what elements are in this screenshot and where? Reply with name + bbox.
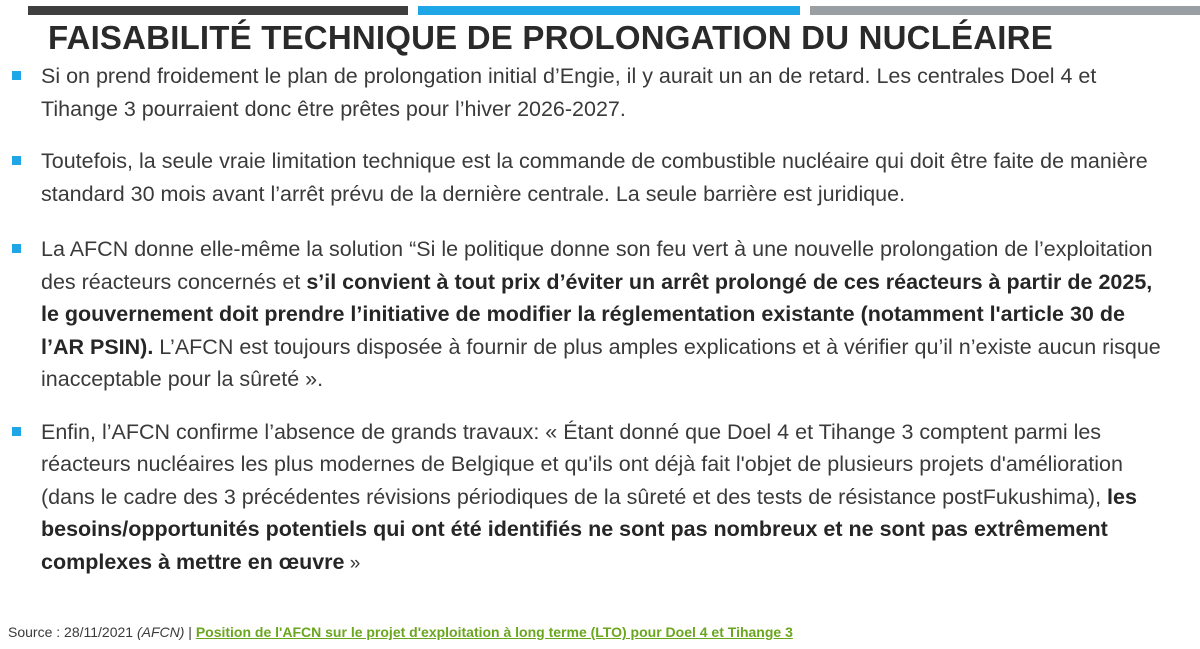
- bullet-square-icon: [12, 71, 21, 80]
- bullet-square-icon: [12, 156, 21, 165]
- source-line: [8, 624, 793, 640]
- source-separator: |: [184, 624, 196, 640]
- bullet-text: La AFCN donne elle-même la solution “Si le politique donne son feu vert à une nouvelle prolongation de l’exploitation des réacteurs concernés et: [41, 237, 1153, 294]
- bullet-text: Toutefois, la seule vraie limitation technique est la commande de combustible nucléaire qui doit être faite de manière standard 30 mois avant l’arrêt prévu de la dernière centrale. La seule barrière est juridique.: [41, 149, 1148, 206]
- source-org: (AFCN): [136, 624, 185, 640]
- bullet-item-1: [0, 60, 1200, 125]
- bullet-bold-text: s’il convient à tout prix d’éviter un arrêt prolongé de ces réacteurs à partir de 2025, le gouvernement doit prendre l’initiative de modifier la réglementation existante (notamment l'article 30 de l’AR PSIN).: [41, 269, 1153, 359]
- source-prefix: Source : 28/11/2021: [8, 624, 137, 640]
- bullet-text: L’AFCN est toujours disposée à fournir de plus amples explications et à vérifier qu’il n’existe aucun risque inacceptable pour la sûreté ».: [41, 334, 1161, 391]
- source-link[interactable]: Position de l'AFCN sur le projet d'exploitation à long terme (LTO) pour Doel 4 et Tihange 3: [195, 624, 793, 640]
- bullet-text: Si on prend froidement le plan de prolongation initial d’Engie, il y aurait un an de retard. Les centrales Doel 4 et Tihange 3 pourraient donc être prêtes pour l’hiver 2026-2027.: [41, 64, 1097, 121]
- bullet-text: Enfin, l’AFCN confirme l’absence de grands travaux: « Étant donné que Doel 4 et Tihange 3 comptent parmi les réacteurs nucléaires les plus modernes de Belgique et qu'ils ont déjà fait l'objet de plusieurs projets d'amélioration (dans le cadre des 3 précédentes révisions périodiques de la sûreté et des tests de résistance postFukushima),: [41, 419, 1123, 509]
- top-accent-bars: [28, 6, 1200, 15]
- bullet-text: »: [344, 552, 361, 574]
- bullet-item-2: [0, 145, 1200, 210]
- slide-title: FAISABILITÉ TECHNIQUE DE PROLONGATION DU NUCLÉAIRE: [48, 19, 1053, 56]
- bullet-square-icon: [12, 244, 21, 253]
- accent-bar-gray: [810, 6, 1200, 15]
- bullet-list: [0, 60, 1200, 580]
- bullet-item-3: [0, 233, 1200, 396]
- bullet-square-icon: [12, 427, 21, 436]
- accent-bar-dark: [28, 6, 408, 15]
- bullet-item-4: [0, 416, 1200, 581]
- bullet-bold-text: les besoins/opportunités potentiels qui ont été identifiés ne sont pas nombreux et ne sont pas extrêmement complexes à mettre en œuvre: [41, 484, 1137, 574]
- accent-bar-blue: [418, 6, 800, 15]
